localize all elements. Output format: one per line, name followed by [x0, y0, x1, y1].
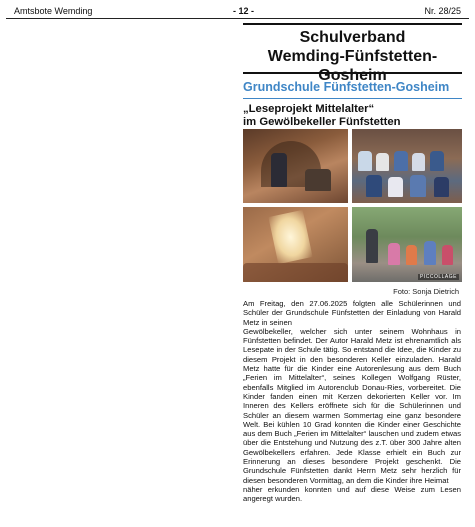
section-title-box	[243, 23, 462, 84]
issue-number: Nr. 28/25	[424, 6, 461, 16]
headline-line2: im Gewölbekeller Fünfstetten	[243, 116, 401, 128]
photo-candle-light	[243, 207, 348, 282]
publication-name: Amtsbote Wemding	[14, 6, 93, 16]
child-figure	[388, 177, 403, 197]
section-title-line2: Wemding-Fünfstetten-Gosheim	[267, 48, 438, 84]
child-figure	[366, 175, 382, 197]
cellar-floor	[243, 263, 348, 282]
collage-watermark: PICCOLLAGE	[420, 274, 457, 280]
school-name: Grundschule Fünfstetten-Gosheim	[243, 80, 462, 99]
headline-line1: „Leseprojekt Mittelalter“	[243, 103, 375, 115]
child-figure	[388, 243, 400, 265]
child-figure	[376, 153, 389, 171]
child-figure	[358, 151, 372, 171]
photo-cellar-author	[243, 129, 348, 203]
section-title-line1: Schulverband	[299, 29, 406, 46]
child-figure	[412, 153, 425, 171]
photo-credit: Foto: Sonja Dietrich	[393, 287, 459, 296]
photo-outdoor-group	[352, 207, 462, 282]
child-figure	[394, 151, 408, 171]
article-headline	[243, 103, 462, 129]
body-paragraph: Am Freitag, den 27.06.2025 folgten alle Schülerinnen und Schüler der Grundschule Fünfstetten der Einladung von Harald Metz in seinen	[243, 299, 461, 327]
candle-glow	[268, 210, 312, 264]
child-figure	[424, 241, 436, 265]
child-figure	[410, 175, 426, 197]
child-figure	[430, 151, 444, 171]
body-paragraph: Gewölbekeller, welcher sich unter seinem Wohnhaus in Fünfstetten befindet. Der Autor Harald Metz ist ehrenamtlich als Lesepate in der Schule tätig. So entstand die Idee, die Kinder zu diesem Projekt in den besonderen Keller einzuladen. Harald Metz hatte für die Kinder eine Autorenlesung aus dem Buch „Ferien im Mittelalter“, seines Kollegen Wolfgang Rüster, ebenfalls Mitglied im Autorenclub Donau-Ries, vorbereitet. Die Kinder fanden einen mit Kerzen dekorierten Keller vor. Im Inneren des Kellers eröffnete sich für die Schülerinnen und Schüler an diesem warmen Sommertag eine ganz besondere Welt. Bei kühlen 10 Grad konnten die Kinder einer Geschichte aus dem Buch „Ferien im Mittelalter“ lauschen und zudem etwas über die Entstehung und Nutzung des z.T. über 300 Jahre alten Gewölbekellers erfahren. Jede Klasse erhielt ein Buch zur Erinnerung an dieses besondere Projekt geschenkt. Die Grundschule Fünfstetten dankt Herrn Metz sehr herzlich für diesen besonderen Vormittag, an dem die Kinder ihre Heimat	[243, 326, 461, 485]
author-figure	[271, 153, 287, 187]
photo-children-seated	[352, 129, 462, 203]
page-number: - 12 -	[233, 6, 255, 16]
child-figure	[442, 245, 453, 265]
child-figure	[406, 245, 417, 265]
article-header	[243, 23, 462, 129]
page-header	[6, 5, 469, 19]
child-figure	[434, 177, 449, 197]
article-body	[243, 299, 461, 504]
body-paragraph: näher erkunden konnten und auf diese Weise zum Lesen angeregt wurden.	[243, 484, 461, 504]
photo-collage	[243, 129, 462, 282]
adult-figure	[366, 229, 378, 263]
bench	[305, 169, 331, 191]
